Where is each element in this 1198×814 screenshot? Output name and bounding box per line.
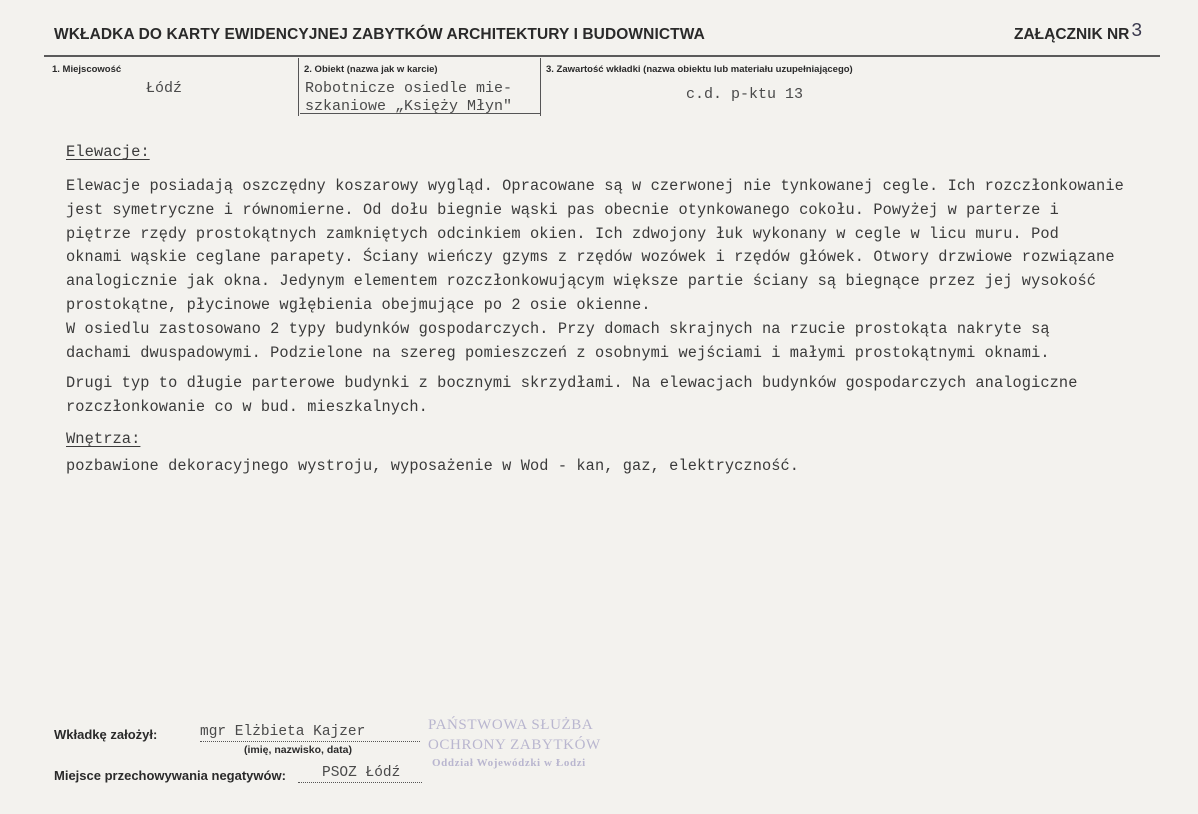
paragraph-line: Drugi typ to długie parterowe budynki z bocznymi skrzydłami. Na elewacjach budynków gospodarczych analogiczne: [66, 374, 1078, 392]
content-label: 3. Zawartość wkładki (nazwa obiektu lub materiału uzupełniającego): [546, 64, 853, 75]
annex-label: ZAŁĄCZNIK NR: [1014, 26, 1130, 43]
author-label: Wkładkę założył:: [54, 727, 158, 742]
author-sublabel: (imię, nazwisko, data): [244, 744, 352, 756]
section-heading-interiors: Wnętrza:: [66, 430, 141, 448]
paragraph-line: rozczłonkowanie co w bud. mieszkalnych.: [66, 398, 428, 416]
section-heading-elevations: Elewacje:: [66, 143, 150, 161]
paragraph-line: analogicznie jak okna. Jedynym elementem rozczłonkowującym większe partie ściany są biegnące przez jej wysokość: [66, 272, 1097, 290]
content-value: c.d. p-ktu 13: [686, 86, 804, 103]
paragraph-line: dachami dwuspadowymi. Podzielone na szereg pomieszczeń z osobnymi wejściami i małymi prostokątnymi oknami.: [66, 344, 1050, 362]
stamp-line: Oddział Wojewódzki w Łodzi: [432, 757, 586, 769]
object-value-line2: szkaniowe „Księży Młyn": [305, 98, 513, 115]
paragraph-line: jest symetryczne i równomierne. Od dołu biegnie wąski pas obecnie otynkowanego cokołu. Powyżej w parterze i: [66, 201, 1059, 219]
author-value: mgr Elżbieta Kajzer: [200, 724, 366, 740]
stamp-line: PAŃSTWOWA SŁUŻBA: [428, 717, 594, 733]
interiors-text: pozbawione dekoracyjnego wystroju, wyposażenie w Wod - kan, gaz, elektryczność.: [66, 457, 800, 475]
location-label: 1. Miejscowość: [52, 64, 122, 75]
content-cell: [540, 58, 1160, 114]
storage-value: PSOZ Łódź: [322, 765, 401, 781]
storage-dotted-line: [298, 782, 422, 783]
storage-label: Miejsce przechowywania negatywów:: [54, 768, 286, 783]
paragraph-line: oknami wąskie ceglane parapety. Ściany wieńczy gzyms z rzędów wozówek i rzędów główek. Otwory drzwiowe rozwiązane: [66, 248, 1115, 266]
annex-number: 3: [1131, 20, 1143, 42]
form-title: WKŁADKA DO KARTY EWIDENCYJNEJ ZABYTKÓW ARCHITEKTURY I BUDOWNICTWA: [54, 26, 705, 43]
location-value: Łódź: [146, 80, 183, 97]
object-value-line1: Robotnicze osiedle mie-: [305, 80, 513, 97]
author-dotted-line: [200, 741, 420, 742]
object-underline: [300, 113, 540, 114]
paragraph-line: Elewacje posiadają oszczędny koszarowy wygląd. Opracowane są w czerwonej nie tynkowanej cegle. Ich rozczłonkowanie: [66, 177, 1124, 195]
stamp-line: OCHRONY ZABYTKÓW: [428, 737, 601, 753]
paragraph-line: piętrze rzędy prostokątnych zamkniętych odcinkiem okien. Ich zdwojony łuk wykonany w cegle w licu muru. Pod: [66, 225, 1059, 243]
paragraph-line: prostokątne, płycinowe wgłębienia obejmujące po 2 osie okienne.: [66, 296, 651, 314]
paragraph-line: W osiedlu zastosowano 2 typy budynków gospodarczych. Przy domach skrajnych na rzucie prostokąta nakryte są: [66, 320, 1050, 338]
object-label: 2. Obiekt (nazwa jak w karcie): [304, 64, 438, 75]
header-rule: [44, 55, 1160, 57]
